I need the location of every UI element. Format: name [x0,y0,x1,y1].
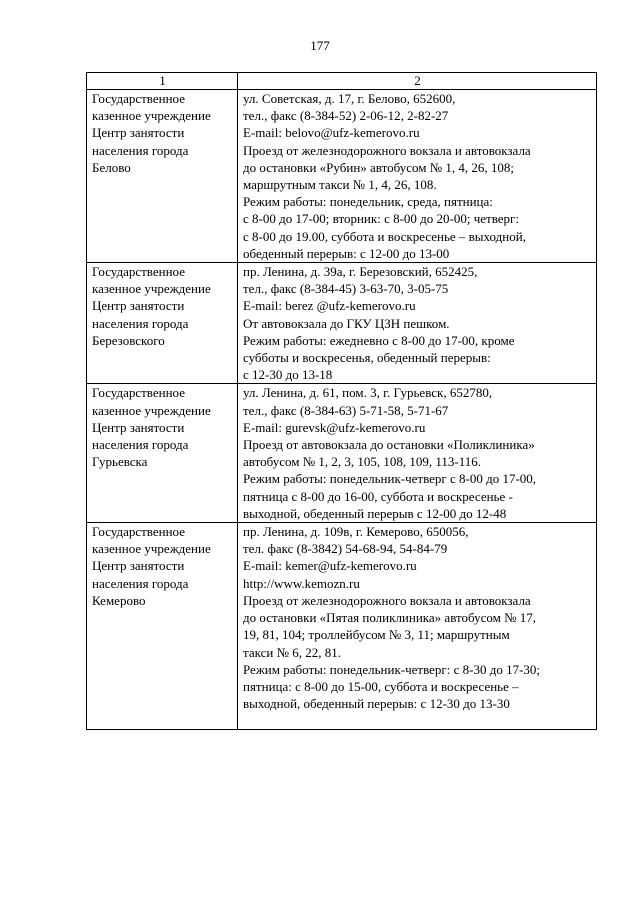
email-line: E-mail: gurevsk@ufz-kemerovo.ru [243,419,426,435]
table-row [87,90,597,263]
details-line: до остановки «Пятая поликлиника» автобусом № 17, [243,610,537,626]
details-line: тел. факс (8-3842) 54-68-94, 54-84-79 [243,541,448,557]
org-line: Гурьевска [92,454,148,470]
org-line: Государственное [92,524,185,540]
org-line: Белово [92,159,131,175]
org-line: казенное учреждение [92,541,211,557]
details-line: 19, 81, 104; троллейбусом № 3, 11; маршрутным [243,627,510,643]
details-line: маршрутным такси № 1, 4, 26, 108. [243,177,437,193]
details-line: такси № 6, 22, 81. [243,644,341,660]
employment-centers-table [86,72,597,730]
email-line: E-mail: belovo@ufz-kemerovo.ru [243,125,420,141]
details-line: Проезд от автовокзала до остановки «Поликлиника» [243,437,535,453]
details-line: пятница: с 8-00 до 15-00, суббота и воскресенье – [243,678,519,694]
org-line: Центр занятости [92,298,185,314]
table-row [87,384,597,523]
details-line: автобусом № 1, 2, 3, 105, 108, 109, 113-116. [243,454,481,470]
details-line: с 8-00 до 17-00; вторник: с 8-00 до 20-00; четверг: [243,211,519,227]
details-cell [238,384,597,523]
table-row [87,263,597,384]
column-header-1: 1 [87,73,238,90]
org-line: населения города [92,575,189,591]
details-line: выходной, обеденный перерыв с 12-00 до 12-48 [243,505,507,521]
org-line: Государственное [92,264,185,280]
org-line: казенное учреждение [92,108,211,124]
website-line: http://www.kemozn.ru [243,575,360,591]
details-line: тел., факс (8-384-63) 5-71-58, 5-71-67 [243,402,449,418]
column-header-2: 2 [238,73,597,90]
page-number: 177 [310,38,330,53]
details-line: с 12-30 до 13-18 [243,367,333,383]
details-line: тел., факс (8-384-45) 3-63-70, 3-05-75 [243,281,449,297]
organization-cell [87,263,238,384]
details-cell [238,90,597,263]
details-line: с 8-00 до 19.00, суббота и воскресенье – выходной, [243,228,526,244]
details-line: пр. Ленина, д. 109в, г. Кемерово, 650056, [243,524,469,540]
org-line: казенное учреждение [92,281,211,297]
details-line: до остановки «Рубин» автобусом № 1, 4, 26, 108; [243,159,515,175]
email-line: E-mail: kemer@ufz-kemerovo.ru [243,558,417,574]
details-line: Режим работы: понедельник-четверг с 8-00 до 17-00, [243,471,537,487]
details-cell [238,263,597,384]
org-line: населения города [92,437,189,453]
details-line: обеденный перерыв: с 12-00 до 13-00 [243,245,450,261]
org-line: Центр занятости [92,419,185,435]
organization-cell [87,90,238,263]
org-line: Березовского [92,332,165,348]
details-line: пр. Ленина, д. 39а, г. Березовский, 652425, [243,264,478,280]
details-line: субботы и воскресенья, обеденный перерыв: [243,350,491,366]
org-line: Центр занятости [92,125,185,141]
organization-cell [87,384,238,523]
details-line: тел., факс (8-384-52) 2-06-12, 2-82-27 [243,108,449,124]
org-line: Кемерово [92,592,146,608]
details-line: пятница с 8-00 до 16-00, суббота и воскресенье - [243,488,513,504]
table-header-row [87,73,597,90]
org-line: казенное учреждение [92,402,211,418]
org-line: населения города [92,142,189,158]
org-line: Центр занятости [92,558,185,574]
organization-cell [87,523,238,730]
details-line: Режим работы: понедельник, среда, пятница: [243,194,493,210]
details-line: Режим работы: ежедневно с 8-00 до 17-00, кроме [243,332,515,348]
details-line: ул. Ленина, д. 61, пом. 3, г. Гурьевск, 652780, [243,385,493,401]
details-line: От автовокзала до ГКУ ЦЗН пешком. [243,315,450,331]
org-line: населения города [92,315,189,331]
org-line: Государственное [92,91,185,106]
details-cell [238,523,597,730]
org-line: Государственное [92,385,185,401]
details-line: Проезд от железнодорожного вокзала и автовокзала [243,142,531,158]
email-line: E-mail: berez @ufz-kemerovo.ru [243,298,416,314]
details-line: Режим работы: понедельник-четверг: с 8-30 до 17-30; [243,661,541,677]
details-line: выходной, обеденный перерыв: с 12-30 до 13-30 [243,696,510,712]
details-line: ул. Советская, д. 17, г. Белово, 652600, [243,91,456,106]
details-line: Проезд от железнодорожного вокзала и автовокзала [243,592,531,608]
table-row [87,523,597,730]
